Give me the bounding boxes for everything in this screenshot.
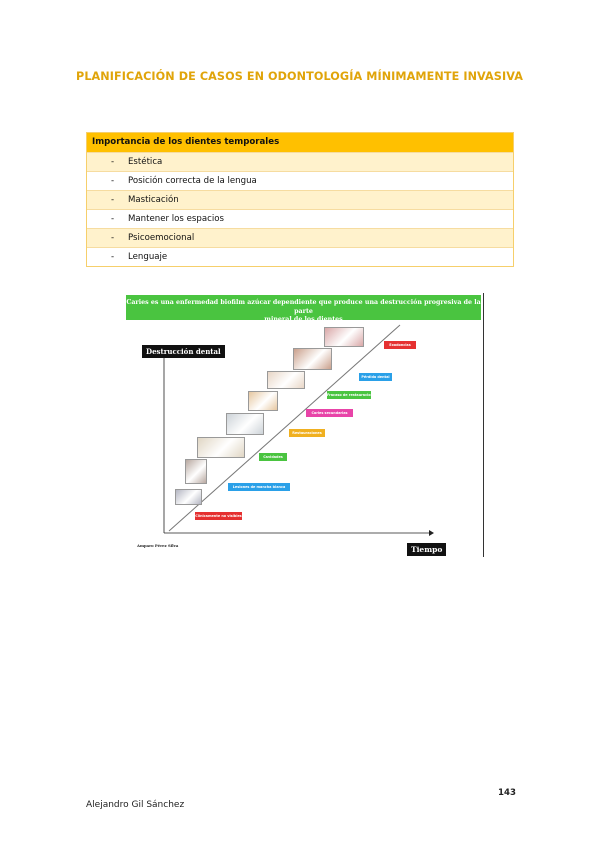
tooth-photo [293,348,332,370]
table-row [87,228,513,247]
page-title: PLANIFICACIÓN DE CASOS EN ODONTOLOGÍA MÍNIMAMENTE INVASIVA [76,70,523,83]
list-dash: - [111,252,115,262]
stage-tag: Cavidades [259,453,287,461]
table-row [87,209,513,228]
teeth-importance-table [86,132,514,267]
table-row [87,171,513,190]
x-axis-label: Tiempo [407,543,446,556]
list-dash: - [111,214,115,224]
caries-progression-figure [124,293,484,557]
page-number: 143 [498,788,516,798]
stage-tag: Fracaso de restauraciones [327,393,378,397]
stage-tag: Pérdida dental [359,373,392,381]
stage-tag: Restauraciones [289,429,325,437]
stage-tag: Exodoncias [384,341,416,349]
stage-tag: Lesiones de mancha blanca [228,483,290,491]
row-text: Lenguaje [128,252,168,262]
table-header: Importancia de los dientes temporales [87,133,513,152]
tooth-photo [226,413,264,435]
footer-author: Alejandro Gil Sánchez [86,800,185,810]
table-row [87,247,513,266]
stage-tag: Caries secundarias [306,409,353,417]
table-row [87,190,513,209]
figure-axes [124,293,484,557]
table-row [87,152,513,171]
tooth-photo [197,437,245,458]
list-dash: - [111,195,115,205]
tooth-photo [175,489,202,505]
list-dash: - [111,233,115,243]
row-text: Posición correcta de la lengua [128,176,257,186]
y-axis-label: Destrucción dental [142,345,225,358]
row-text: Mantener los espacios [128,214,224,224]
row-text: Psicoemocional [128,233,195,243]
stage-tag: Clínicamente no visibles [195,514,242,518]
tooth-photo [248,391,278,411]
figure-author: Amparo Pérez Silva [137,543,179,548]
x-axis-arrow [429,530,434,536]
figure-header-line: mineral de los dientes [264,316,343,324]
tooth-photo [324,327,364,347]
tooth-photo [185,459,207,484]
row-text: Estética [128,157,163,167]
row-text: Masticación [128,195,179,205]
figure-header-line: Caries es una enfermedad biofilm azúcar dependiente que produce una destrucción progresiva de la parte [126,299,481,315]
list-dash: - [111,157,115,167]
tooth-photo [267,371,305,389]
list-dash: - [111,176,115,186]
